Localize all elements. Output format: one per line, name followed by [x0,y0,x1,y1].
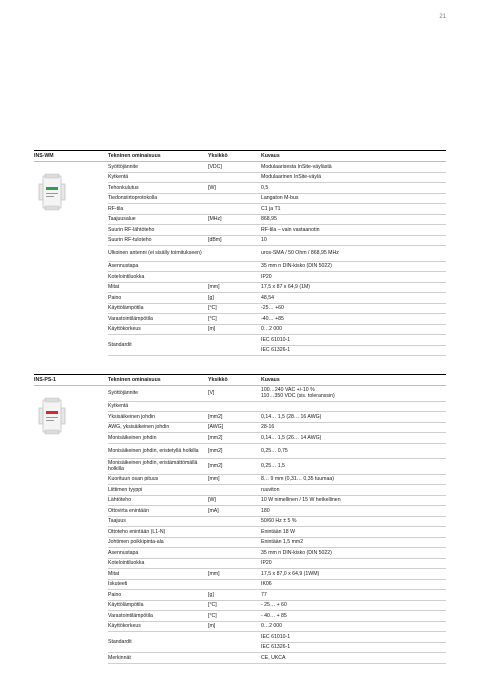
row-unit: [AWG] [208,424,224,431]
row-value-line: 0,14… 1,5 (28… 16 AWG) [261,413,322,420]
device-shape [45,206,59,210]
row-property: Asennustapa [108,263,139,270]
table-row [108,590,446,601]
device-illustration [37,172,67,212]
row-value-line: Enintään 1,5 mm2 [261,539,304,546]
row-value [261,316,446,322]
row-value [261,424,446,430]
row-unit: [MHz] [208,216,222,223]
row-value [261,274,446,280]
row-value [261,550,446,556]
row-unit [208,632,261,653]
row-value [261,571,446,577]
row-value-line: 35 mm n DIN-kisko (DIN 5022) [261,549,332,556]
row-value [261,414,446,420]
device-shape [46,411,58,414]
row-property: Tehonkulutus [108,184,139,191]
row-value-line: 100…240 VAC +/-10 % [261,387,315,394]
row-property: Varastointilämpötila [108,315,153,322]
table-row [108,183,446,194]
table-body [34,386,446,664]
row-value [261,560,446,566]
row-property: Käyttölämpötila [108,602,144,609]
row-unit: [mm2] [208,463,223,470]
row-property: Kuorituun osan pituus [108,476,159,483]
row-value-line: Modulaarinen InSite-väylä [261,174,321,181]
row-value [261,435,446,441]
device-shape [46,417,58,418]
table-row [108,548,446,559]
header-value: Kuvaus [261,377,280,383]
row-value-line: RF-tila – vain vastaanotin [261,226,320,233]
row-value-line: 0,5 [261,184,269,191]
row-property: Taajuusalue [108,216,136,223]
row-value [261,237,446,243]
device-shape [45,430,59,434]
row-property: Kytkentä [108,403,129,410]
header-property: Tekninen ominaisuus [108,377,161,383]
row-unit [208,335,261,356]
row-value-line: Enintään 18 W [261,528,296,535]
row-unit: [mm] [208,570,220,577]
row-property: Suurin RF-tuloteho [108,237,152,244]
row-property: Suurin RF-lähtöteho [108,226,155,233]
row-unit: [mm2] [208,413,223,420]
row-property: Liittimen tyyppi [108,486,143,493]
spec-rows [108,162,446,356]
row-value [261,602,446,608]
table-row [108,204,446,215]
row-value [261,227,446,233]
row-unit: [mA] [208,507,219,514]
device-shape [46,193,58,194]
spec-table-ins-wm [34,150,446,356]
table-row [108,485,446,496]
table-row [108,314,446,325]
table-row [108,423,446,434]
row-unit: [°C] [208,602,217,609]
row-value-line: 0…2 000 [261,623,283,630]
device-shape [46,187,58,190]
spec-table-ins-ps-1 [34,374,446,664]
model-name: INS-PS-1 [34,377,56,383]
row-value-line: uros-SMA / 50 Ohm / 868,95 MHz [261,250,339,257]
device-shape [45,174,59,178]
row-unit: [g] [208,294,214,301]
row-property: Kytkentä [108,174,129,181]
row-value [261,164,446,170]
row-property: Taajuus [108,518,126,525]
table-row [108,527,446,538]
table-body [34,162,446,356]
device-column [34,386,108,664]
table-row [108,272,446,283]
row-value [261,305,446,311]
row-property: Kotelointiluokka [108,560,145,567]
row-value-line: 48,54 [261,294,274,301]
row-property: Johtimen poikkipinta-ala [108,539,164,546]
table-row [108,569,446,580]
row-value [261,655,446,661]
device-shape [43,400,61,432]
row-property: Kotelointiluokka [108,273,145,280]
row-property: Ottovirta enintään [108,507,149,514]
row-value [261,185,446,191]
device-illustration [37,396,67,436]
row-property: Ulkoinen antenni (ei sisälly toimitukseen) [108,250,202,257]
table-row [108,194,446,205]
row-value-line: Langaton M-bus [261,195,299,202]
header-value: Kuvaus [261,153,280,159]
row-value [261,326,446,332]
table-row [108,236,446,247]
row-value-line: IP20 [261,273,272,280]
row-unit: [g] [208,591,214,598]
row-unit: [mm] [208,284,220,291]
device-shape [46,196,54,197]
row-property: Ottoteho enintään (L1-N) [108,528,166,535]
table-row [108,601,446,612]
row-value: IEC 61326-1 [261,346,446,357]
device-shape [45,398,59,402]
row-value [261,529,446,535]
row-value-line: 35 mm n DIN-kisko (DIN 5022) [261,263,332,270]
device-shape [43,176,61,208]
table-row [108,444,446,460]
row-unit: [°C] [208,612,217,619]
header-unit: Yksikkö [208,377,228,383]
table-row [108,538,446,549]
table-row [108,496,446,507]
row-property: Asennustapa [108,549,139,556]
row-property: Paino [108,294,122,301]
row-value [261,195,446,201]
row-value-line: 180 [261,507,270,514]
row-property: Iskuteeti [108,581,128,588]
row-value [261,206,446,212]
table-row-group [108,335,446,356]
device-image [37,396,67,436]
row-value-line: - 25… + 60 [261,602,287,609]
spec-rows [108,386,446,664]
table-row [108,517,446,528]
row-value-line: 17,5 x 87 x 64,9 (1M) [261,284,311,291]
row-value [261,295,446,301]
row-unit: [mm2] [208,434,223,441]
row-property: Paino [108,591,122,598]
row-property: Syöttöjännite [108,390,138,397]
row-value [261,476,446,482]
row-value-line: -25… +60 [261,305,284,312]
table-header [34,374,446,386]
table-row [108,215,446,226]
row-value: IEC 61010-1 [261,632,446,643]
table-row [108,475,446,486]
row-value: IEC 61010-1 [261,335,446,346]
row-value: IEC 61326-1 [261,643,446,654]
table-row [108,580,446,591]
table-row [108,262,446,273]
row-value-line: 0,25… 0,75 [261,447,288,454]
row-property: AWG, yksisäikeinen johdin [108,424,170,431]
row-value [261,387,446,399]
row-unit: [°C] [208,315,217,322]
table-row [108,173,446,184]
row-property: Käyttökorkeus [108,326,141,333]
row-value-line: - 40… + 85 [261,612,287,619]
row-value [261,508,446,514]
header-unit: Yksikkö [208,153,228,159]
table-row [108,162,446,173]
row-value-line: 17,5 x 87,0 x 64,9 (1WM) [261,570,320,577]
table-row [108,611,446,622]
row-value-line: 28-16 [261,424,275,431]
table-row [108,402,446,413]
table-row [108,283,446,294]
row-value [261,448,446,454]
row-property: Tiedonsiirtoprotokolla [108,195,158,202]
row-value [261,250,446,256]
row-value-line: 0,14… 1,5 (26… 14 AWG) [261,434,322,441]
table-row [108,325,446,336]
row-value-line: Modulaarisesta InSite-väylästä [261,163,332,170]
row-unit: [m] [208,623,216,630]
row-value [261,623,446,629]
row-unit: [VDC] [208,163,222,170]
row-value [261,518,446,524]
row-value [261,497,446,503]
row-unit: [mm] [208,476,220,483]
table-row [108,459,446,475]
row-property: Merkinnät [108,654,131,661]
row-value-line: ruuviton [261,486,280,493]
page-number: 21 [439,14,446,20]
row-property: Standardit [108,632,208,653]
table-row [108,506,446,517]
table-row [108,559,446,570]
row-unit: [W] [208,184,216,191]
row-property: Mitat [108,570,120,577]
row-property: Käyttölämpötila [108,305,144,312]
row-value-line: IK06 [261,581,272,588]
row-property: Standardit [108,335,208,356]
row-unit: [W] [208,497,216,504]
header-property: Tekninen ominaisuus [108,153,161,159]
device-shape [46,420,54,421]
row-value [261,613,446,619]
row-property: Monisäikeinen johdin, eristämättömällä holkilla [108,460,198,473]
row-value [261,263,446,269]
row-property: RF-tila [108,205,124,212]
row-value-line: 868,95 [261,216,277,223]
row-property: Yksisäikeinen johdin [108,413,156,420]
table-header [34,150,446,162]
row-value [261,216,446,222]
table-row [108,386,446,402]
row-unit: [V] [208,390,215,397]
table-row [108,653,446,664]
row-unit: [m] [208,326,216,333]
row-property: Mitat [108,284,120,291]
row-value-line: C1 ja T1 [261,205,281,212]
row-property: Lähtöteho [108,497,132,504]
device-image [37,172,67,212]
row-unit: [°C] [208,305,217,312]
table-row [108,293,446,304]
row-value [261,592,446,598]
table-row [108,622,446,633]
row-value-line: 10 [261,237,267,244]
row-value-line: CE, UKCA [261,654,286,661]
row-value-line: 10 W nimellinen / 15 W hetkellinen [261,497,341,504]
device-column [34,162,108,356]
row-unit: [dBm] [208,237,222,244]
table-row [108,225,446,236]
row-value-line: IP20 [261,560,272,567]
row-value [261,487,446,493]
row-value [261,581,446,587]
row-value-line: -40… +85 [261,315,284,322]
row-value [261,174,446,180]
table-row [108,412,446,423]
row-value-line: 110…350 VDC (sis. toleranssin) [261,393,335,400]
row-property: Käyttökorkeus [108,623,141,630]
table-row-group [108,632,446,653]
row-value-line: 50/60 Hz ± 5 % [261,518,297,525]
row-value [261,284,446,290]
row-value-line: 0…2 000 [261,326,283,333]
table-row [108,304,446,315]
table-row [108,433,446,444]
row-value [261,463,446,469]
row-property: Varastointilämpötila [108,612,153,619]
row-values [261,335,446,356]
row-property: Monisäikeinen johdin, eristetyllä holkilla [108,447,199,454]
table-row [108,246,446,262]
row-value-line: 0,25… 1,5 [261,463,285,470]
row-value-line: 77 [261,591,267,598]
row-property: Monisäikeinen johdin [108,434,157,441]
row-values [261,632,446,653]
row-value [261,539,446,545]
row-value-line: 8… 9 mm (0,31… 0,35 tuumaa) [261,476,334,483]
model-name: INS-WM [34,153,54,159]
row-unit: [mm2] [208,447,223,454]
row-property: Syöttöjännite [108,163,138,170]
